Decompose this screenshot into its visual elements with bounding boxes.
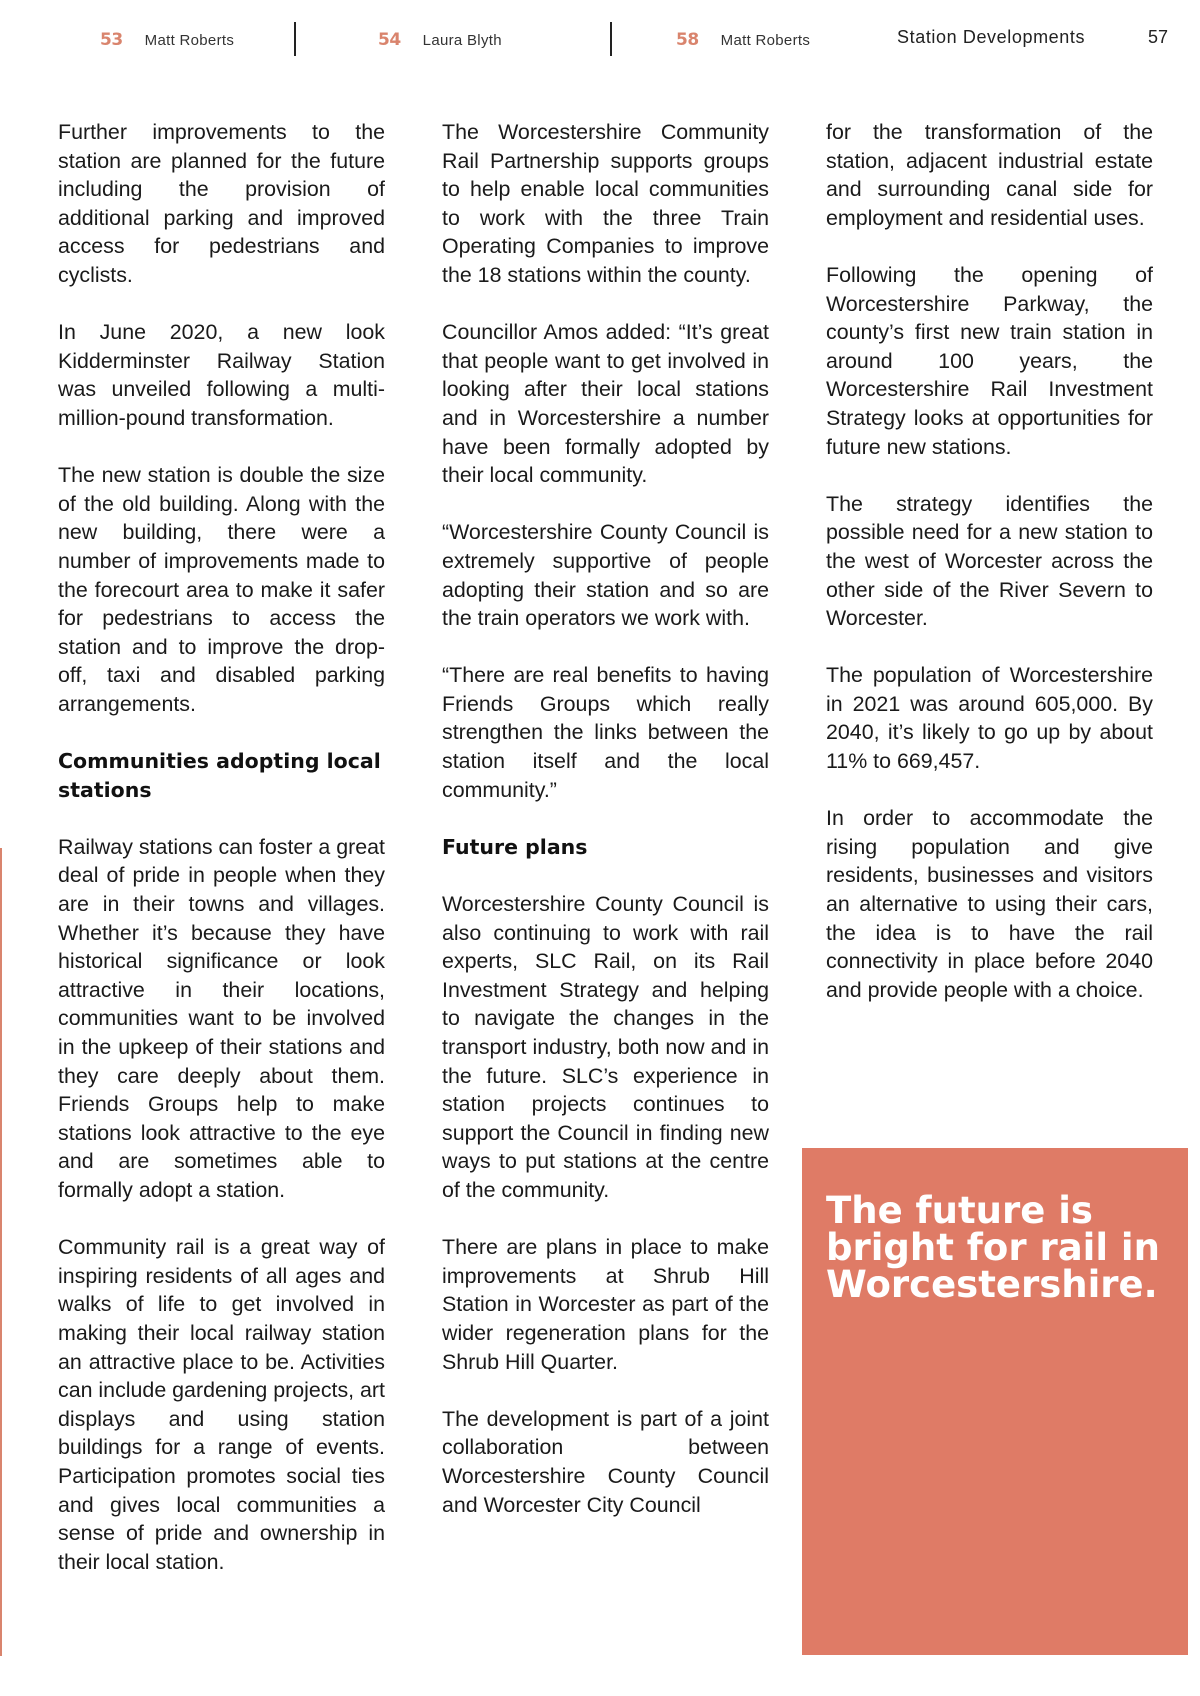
header-link-page-number: 53 [100,30,123,50]
subheading-future-plans: Future plans [442,834,588,859]
paragraph: Community rail is a great way of inspiring residents of all ages and walks of life to get involved in making their local railway station an attractive place to be. Activities can include gardening projects, art displays and using station buildings for a range of events. Participation promotes social ties and gives local communities a sense of pride and ownership in their local station. [58,1235,386,1574]
paragraph: The population of Worcestershire in 2021 was around 605,000. By 2040, it’s likely to go up by about 11% to 669,457. [826,663,1153,774]
paragraph: “There are real benefits to having Friends Groups which really strengthen the links between the station itself and the local community.” [442,663,769,802]
paragraph: In order to accommodate the rising population and give residents, businesses and visitors an alternative to using their cars, the idea is to have the rail connectivity in place before 2040 and provide people with a choice. [826,806,1153,1002]
paragraph: “Worcestershire County Council is extremely supportive of people adopting their station and so are the train operators we work with. [442,520,769,631]
paragraph: The Worcestershire Community Rail Partnership supports groups to help enable local communities to work with the three Train Operating Companies to improve the 18 stations within the county. [442,120,769,287]
page-header [0,0,1200,80]
paragraph: The strategy identifies the possible need for a new station to the west of Worcester across the other side of the River Severn to Worcester. [826,491,1153,631]
header-link-author: Matt Roberts [144,32,235,49]
header-divider [294,22,296,56]
paragraph: Councillor Amos added: “It’s great that people want to get involved in looking after their local stations and in Worcestershire a number have been formally adopted by their local community. [442,320,769,488]
article-column-1 [58,118,385,1605]
paragraph: There are plans in place to make improvements at Shrub Hill Station in Worcester as part of the wider regeneration plans for the Shrub Hill Quarter. [442,1235,769,1374]
paragraph: for the transformation of the station, adjacent industrial estate and surrounding canal side for employment and residential uses. [826,120,1153,230]
pull-quote-box [802,1148,1188,1655]
header-link-author: Matt Roberts [720,32,811,49]
header-link-page-number: 58 [676,30,699,50]
article-column-3 [826,118,1153,1033]
page-number: 57 [1148,27,1169,47]
header-link-page-54[interactable] [378,30,502,50]
header-divider [610,22,612,56]
paragraph: Following the opening of Worcestershire Parkway, the county’s first new train station in around 100 years, the Worcestershire Rail Investment Strategy looks at opportunities for future new stations. [826,262,1153,459]
header-link-page-53[interactable] [100,30,234,50]
paragraph: The new station is double the size of the old building. Along with the new building, there were a number of improvements made to the forecourt area to make it safer for pedestrians to access the station and to improve the drop-off, taxi and disabled parking arrangements. [58,463,385,716]
paragraph: Worcestershire County Council is also continuing to work with rail experts, SLC Rail, on its Rail Investment Strategy and helping to navigate the changes in the transport industry, both now and in the future. SLC’s experience in station projects continues to support the Council in finding new ways to put stations at the centre of the community. [442,892,769,1202]
pull-quote-text: The future is bright for rail in Worcestershire. [826,1189,1160,1306]
paragraph: Further improvements to the station are planned for the future including the provision of additional parking and improved access for pedestrians and cyclists. [58,120,385,287]
header-link-page-58[interactable] [676,30,810,50]
paragraph: The development is part of a joint collaboration between Worcestershire County Council and Worcester City Council [442,1406,769,1517]
paragraph: In June 2020, a new look Kidderminster Railway Station was unveiled following a multi-million-pound transformation. [58,320,385,430]
header-link-page-number: 54 [378,30,401,50]
subheading-communities: Communities adopting local stations [58,749,381,802]
section-title: Station Developments [897,27,1086,47]
article-column-2 [442,118,769,1548]
left-accent-rule [0,848,2,1656]
header-link-author: Laura Blyth [422,32,502,49]
paragraph: Railway stations can foster a great deal of pride in people when they are in their towns and villages. Whether it’s because they have historical significance or look attractive in their locations, communities want to be involved in the upkeep of their stations and they care deeply about them. Friends Groups help to make stations look attractive to the eye and are sometimes able to formally adopt a station. [58,834,385,1202]
